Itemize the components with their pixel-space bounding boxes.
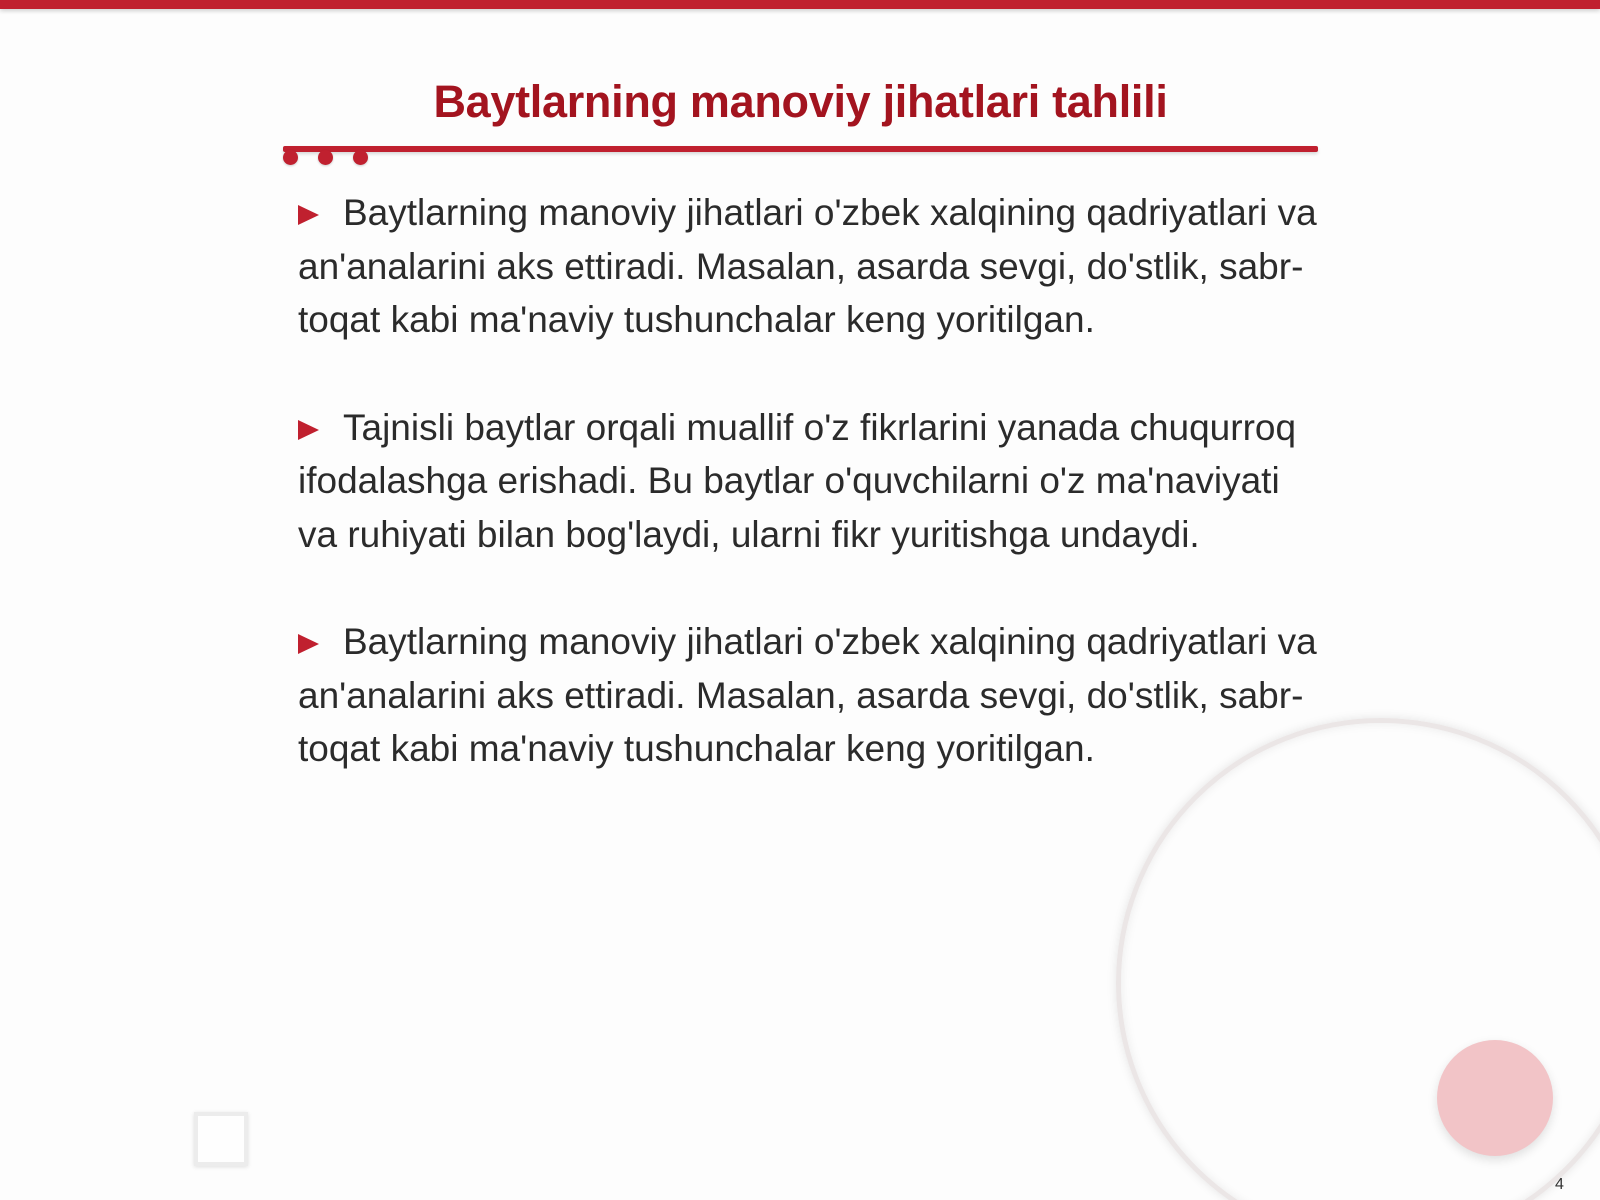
decorative-dot-3	[353, 150, 368, 165]
triangle-right-icon	[298, 205, 319, 225]
title-underline	[283, 146, 1318, 152]
bullet-list	[298, 186, 1318, 830]
decorative-dot-2	[318, 150, 333, 165]
triangle-right-icon	[298, 420, 319, 440]
bullet-text-3: Baytlarning manoviy jihatlari o'zbek xalqining qadriyatlari va an'analarini aks ettiradi. Masalan, asarda sevgi, do'stlik, sabr-toqat kabi ma'naviy tushunchalar keng yoritilgan.	[298, 621, 1317, 769]
bullet-text-1: Baytlarning manoviy jihatlari o'zbek xalqining qadriyatlari va an'analarini aks ettiradi. Masalan, asarda sevgi, do'stlik, sabr-toqat kabi ma'naviy tushunchalar keng yoritilgan.	[298, 192, 1317, 340]
bullet-paragraph-1	[298, 186, 1318, 347]
decorative-pink-circle	[1437, 1040, 1553, 1156]
bullet-paragraph-2	[298, 401, 1318, 562]
triangle-right-icon	[298, 634, 319, 654]
bullet-text-2: Tajnisli baytlar orqali muallif o'z fikrlarini yanada chuqurroq ifodalashga erishadi. Bu baytlar o'quvchilarni o'z ma'naviyati va ruhiyati bilan bog'laydi, ularni fikr yuritishga undaydi.	[298, 406, 1297, 555]
page-number: 4	[1555, 1176, 1564, 1193]
decorative-square	[194, 1112, 248, 1166]
bullet-paragraph-3	[298, 615, 1318, 776]
top-accent-bar	[0, 0, 1600, 9]
decorative-dot-1	[283, 150, 298, 165]
slide-title: Baytlarning manoviy jihatlari tahlili	[433, 76, 1168, 127]
